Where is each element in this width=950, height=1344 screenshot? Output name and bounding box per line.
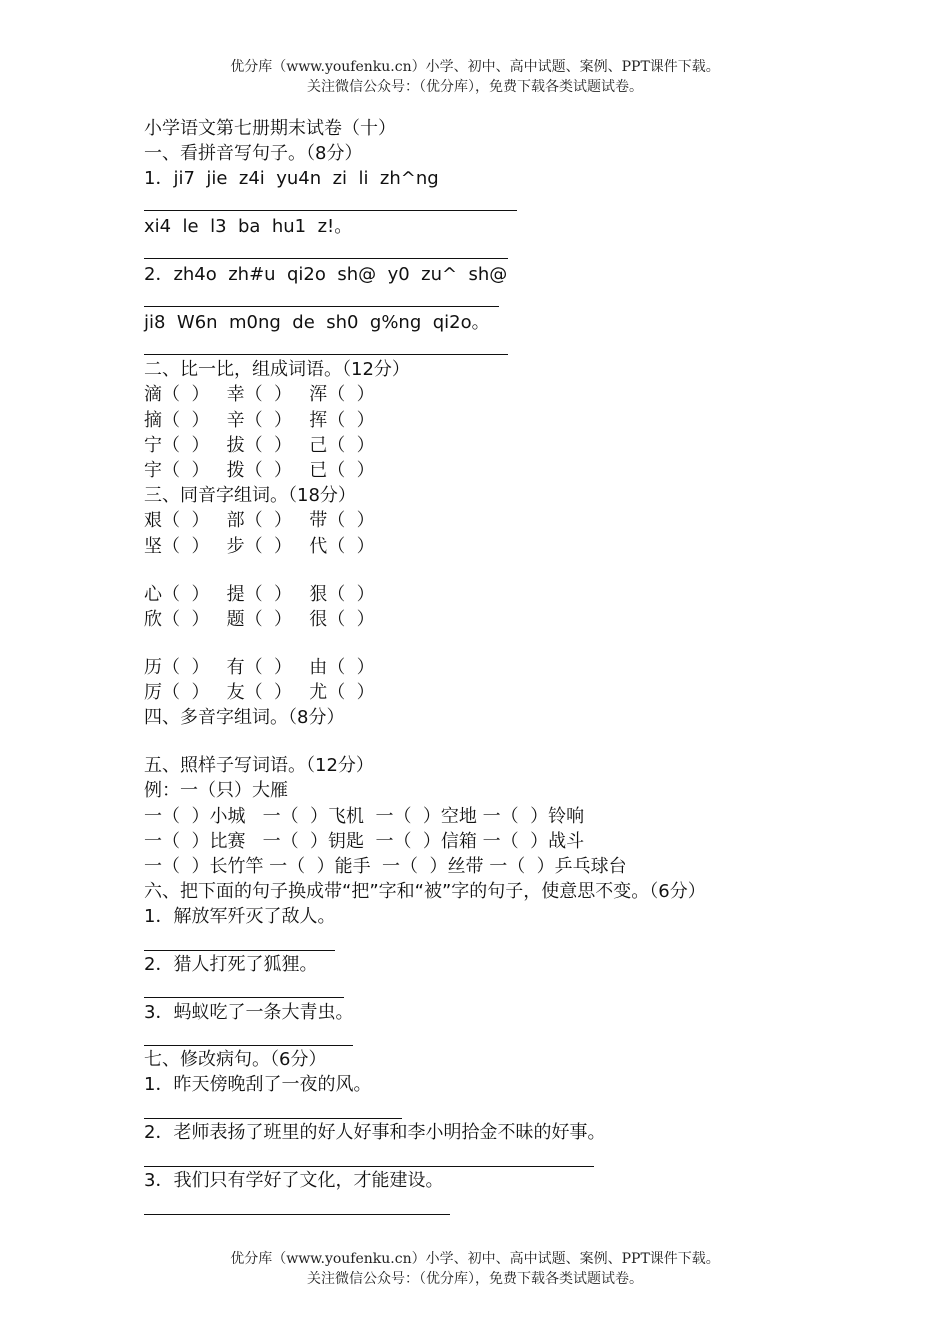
sentence-item: 2．老师表扬了班里的好人好事和李小明拾金不昧的好事。 (144, 1122, 606, 1143)
answer-line (144, 950, 335, 951)
compare-row: 滴（ ） 幸（ ） 浑（ ） (144, 384, 375, 405)
homophone-row: 艰（ ） 部（ ） 带（ ） (144, 510, 375, 531)
page-footer (0, 1249, 950, 1289)
sentence-item: 2．猎人打死了狐狸。 (144, 954, 318, 975)
sentence-item: 3．我们只有学好了文化，才能建设。 (144, 1170, 444, 1191)
sentence-item: 1．解放军歼灭了敌人。 (144, 906, 336, 927)
pinyin-line-4: ji8 W6n m0ng de sh0 g%ng qi2o。 (144, 312, 490, 333)
answer-line (144, 354, 508, 355)
compare-row: 宇（ ） 拨（ ） 已（ ） (144, 460, 375, 481)
section-2-heading: 二、比一比，组成词语。（12分） (144, 359, 410, 380)
pinyin-line-2: xi4 le l3 ba hu1 z!。 (144, 216, 353, 237)
section-4-heading: 四、多音字组词。（8分） (144, 707, 345, 728)
footer-line-1: 优分库（www.youfenku.cn）小学、初中、高中试题、案例、PPT课件下载。 (230, 1251, 720, 1267)
section-6-heading: 六、把下面的句子换成带“把”字和“被”字的句子，使意思不变。（6分） (144, 881, 706, 902)
homophone-row: 欣（ ） 题（ ） 很（ ） (144, 609, 375, 630)
header-line-2: 关注微信公众号：（优分库），免费下载各类试题试卷。 (307, 79, 643, 95)
pinyin-line-3: 2．zh4o zh#u qi2o sh@ y0 zu^ sh@ (144, 264, 508, 285)
exam-title: 小学语文第七册期末试卷（十） (144, 118, 396, 139)
homophone-row: 心（ ） 提（ ） 狠（ ） (144, 584, 375, 605)
answer-line (144, 306, 499, 307)
example-line: 例：一（只）大雁 (144, 780, 288, 801)
compare-row: 宁（ ） 拔（ ） 己（ ） (144, 435, 375, 456)
header-line-1: 优分库（www.youfenku.cn）小学、初中、高中试题、案例、PPT课件下载。 (230, 59, 720, 75)
page-header (0, 57, 950, 97)
measure-word-row: 一（ ）比赛 一（ ）钥匙 一（ ）信箱 一（ ）战斗 (144, 831, 585, 852)
answer-line (144, 1166, 594, 1167)
answer-line (144, 210, 517, 211)
homophone-row: 坚（ ） 步（ ） 代（ ） (144, 536, 375, 557)
answer-line (144, 1118, 402, 1119)
homophone-row: 厉（ ） 友（ ） 尤（ ） (144, 682, 375, 703)
section-7-heading: 七、修改病句。（6分） (144, 1049, 327, 1070)
answer-line (144, 997, 344, 998)
section-1-heading: 一、看拼音写句子。（8分） (144, 143, 363, 164)
measure-word-row: 一（ ）小城 一（ ）飞机 一（ ）空地 一（ ）铃响 (144, 806, 585, 827)
answer-line (144, 1045, 353, 1046)
compare-row: 摘（ ） 辛（ ） 挥（ ） (144, 410, 375, 431)
sentence-item: 1．昨天傍晚刮了一夜的风。 (144, 1074, 372, 1095)
answer-line (144, 1214, 450, 1215)
section-3-heading: 三、同音字组词。（18分） (144, 485, 356, 506)
pinyin-line-1: 1．ji7 jie z4i yu4n zi li zh^ng (144, 168, 439, 189)
section-5-heading: 五、照样子写词语。（12分） (144, 755, 374, 776)
answer-line (144, 258, 508, 259)
sentence-item: 3．蚂蚁吃了一条大青虫。 (144, 1002, 354, 1023)
homophone-row: 历（ ） 有（ ） 由（ ） (144, 657, 375, 678)
measure-word-row: 一（ ）长竹竿 一（ ）能手 一（ ）丝带 一（ ）乒乓球台 (144, 856, 627, 877)
footer-line-2: 关注微信公众号：（优分库），免费下载各类试题试卷。 (307, 1271, 643, 1287)
